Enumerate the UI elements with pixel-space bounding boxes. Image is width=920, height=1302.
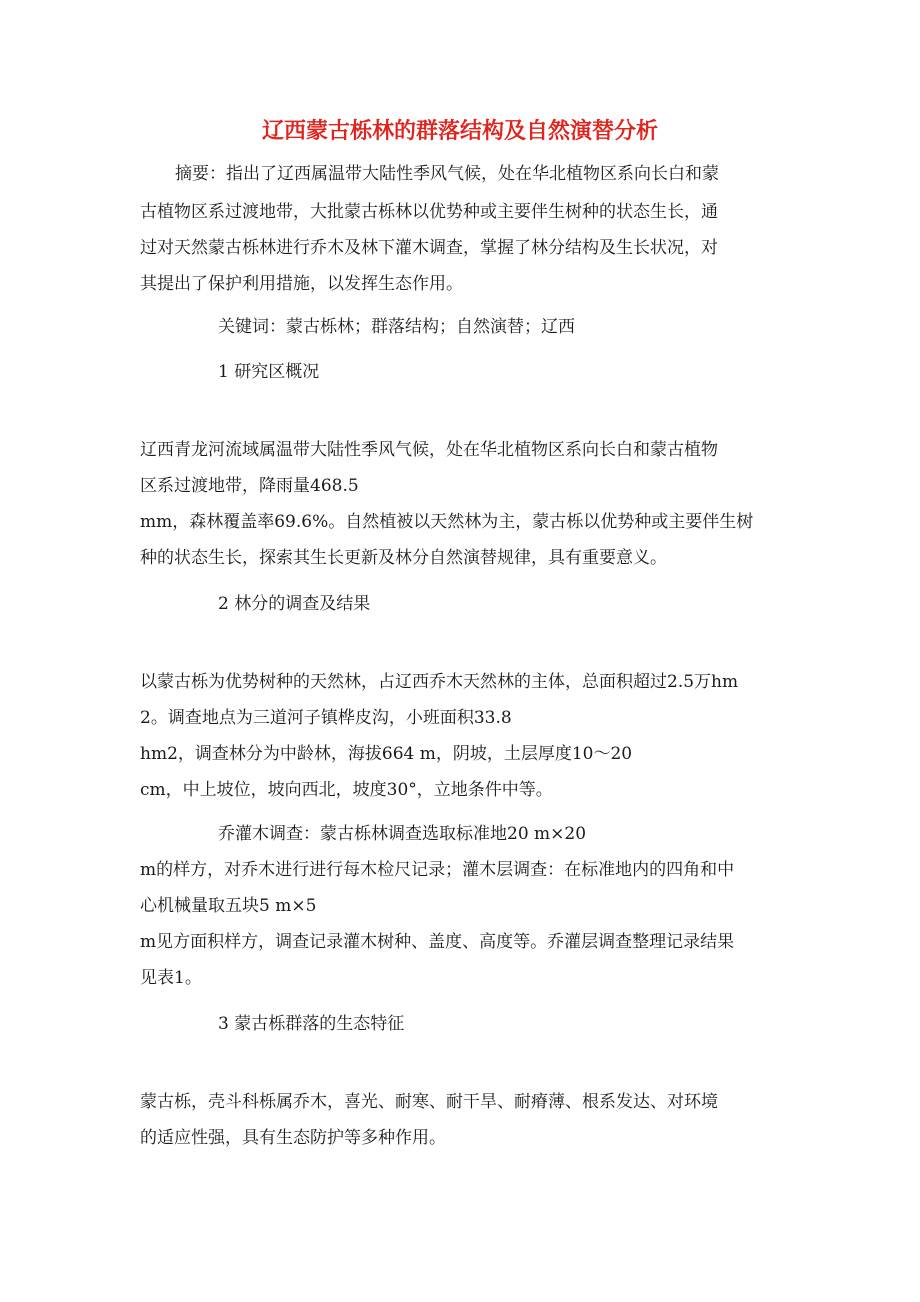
section-heading: 3 蒙古栎群落的生态特征 <box>218 1014 405 1034</box>
paragraph-line: 区系过渡地带，降雨量468.5 <box>140 476 359 496</box>
paragraph-line: 以蒙古栎为优势树种的天然林，占辽西乔木天然林的主体，总面积超过2.5万hm <box>140 672 739 692</box>
paragraph-line: 乔灌木调查：蒙古栎林调查选取标准地20 m×20 <box>218 824 587 844</box>
paragraph-line: m的样方，对乔木进行进行每木检尺记录；灌木层调查：在标准地内的四角和中 <box>140 860 735 880</box>
abstract-line: 摘要：指出了辽西属温带大陆性季风气候，处在华北植物区系向长白和蒙 <box>175 164 719 184</box>
paragraph-line: cm，中上坡位，坡向西北，坡度30°，立地条件中等。 <box>140 780 553 800</box>
keywords: 关键词：蒙古栎林；群落结构；自然演替；辽西 <box>218 317 575 337</box>
document-title: 辽西蒙古栎林的群落结构及自然演替分析 <box>261 119 658 144</box>
paragraph-line: 心机械量取五块5 m×5 <box>140 896 317 916</box>
abstract-line: 古植物区系过渡地带，大批蒙古栎林以优势种或主要伴生树种的状态生长，通 <box>140 202 718 222</box>
paragraph-line: 种的状态生长，探索其生长更新及林分自然演替规律，具有重要意义。 <box>140 548 667 568</box>
paragraph-line: 的适应性强，具有生态防护等多种作用。 <box>140 1128 446 1148</box>
paragraph-line: hm2，调查林分为中龄林，海拔664 m，阴坡，土层厚度10～20 <box>140 744 633 764</box>
section-heading: 1 研究区概况 <box>218 362 320 382</box>
abstract-line: 过对天然蒙古栎林进行乔木及林下灌木调查，掌握了林分结构及生长状况，对 <box>140 238 718 258</box>
paragraph-line: 蒙古栎，壳斗科栎属乔木，喜光、耐寒、耐干旱、耐瘠薄、根系发达、对环境 <box>140 1092 718 1112</box>
paragraph-line: 见表1。 <box>140 968 202 988</box>
paragraph-line: mm，森林覆盖率69.6%。自然植被以天然林为主，蒙古栎以优势种或主要伴生树 <box>140 512 754 532</box>
abstract-line: 其提出了保护利用措施，以发挥生态作用。 <box>140 274 463 294</box>
paragraph-line: m见方面积样方，调查记录灌木树种、盖度、高度等。乔灌层调查整理记录结果 <box>140 932 735 952</box>
paragraph-line: 2。调查地点为三道河子镇桦皮沟，小班面积33.8 <box>140 708 512 728</box>
section-heading: 2 林分的调查及结果 <box>218 594 371 614</box>
paragraph-line: 辽西青龙河流域属温带大陆性季风气候，处在华北植物区系向长白和蒙古植物 <box>140 440 718 460</box>
